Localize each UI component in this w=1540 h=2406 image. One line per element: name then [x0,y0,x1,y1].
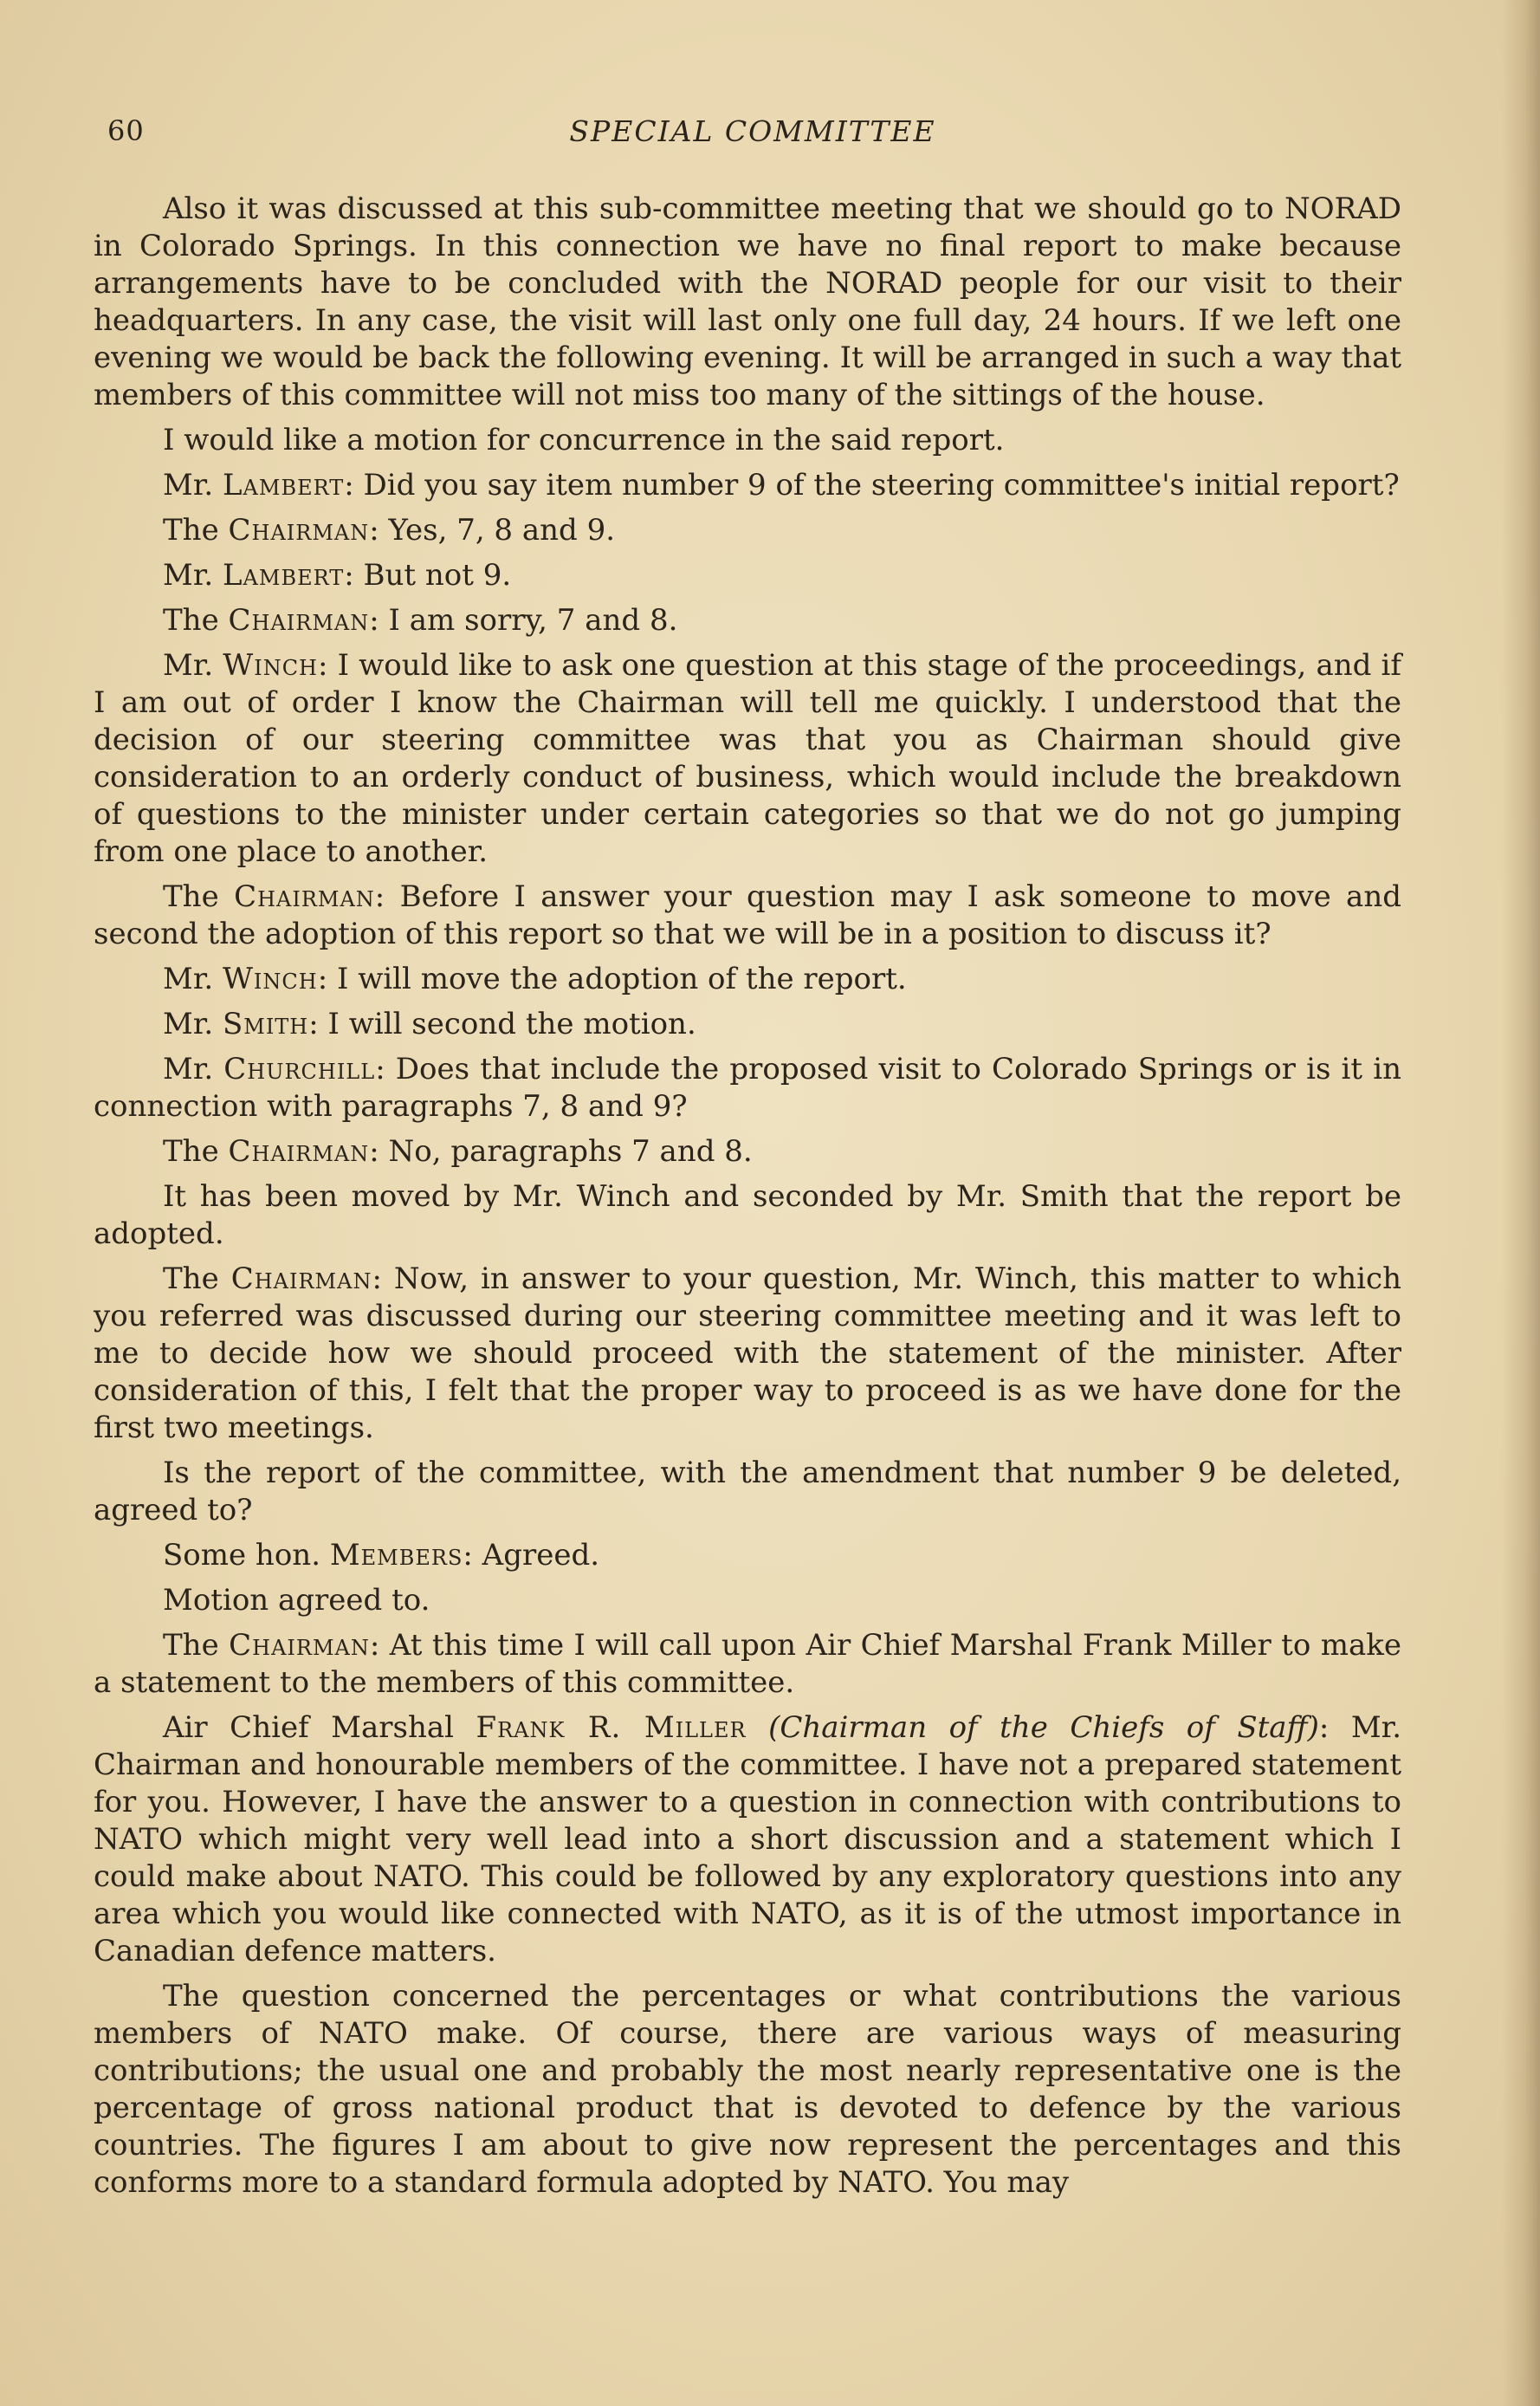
paragraph-text: : But not 9. [344,558,512,593]
paragraph-text: The question concerned the percentages or what contributions the various members of NATO make. Of course, there are various ways of measuring contributions; the usual one and probably the most nearly representative one is the percentage of gross national product that is devoted to defence by the various countries. The figures I am about to give now represent the percentages and this conforms more to a standard formula adopted by NATO. You may [94,1979,1401,2200]
paragraph-text: : Before I answer your question may I ask someone to move and second the adoption of this report so that we will be in a position to discuss it? [94,879,1401,951]
paragraph [94,1582,1401,1619]
speaker-paragraph [94,1709,1401,1970]
paragraph [94,422,1401,459]
speaker-paragraph [94,512,1401,549]
speaker-prefix: The [163,1628,230,1663]
paragraph-text: Motion agreed to. [163,1583,430,1618]
speaker-paragraph [94,602,1401,639]
speaker-paragraph [94,1133,1401,1171]
paragraph-text: Is the report of the committee, with the amendment that number 9 be deleted, agreed to? [94,1456,1401,1527]
paragraph-text: : I will second the motion. [308,1007,696,1041]
speaker-paragraph [94,1006,1401,1043]
speaker-prefix: Air Chief Marshal [163,1710,476,1745]
page-number: 60 [107,114,145,147]
paragraph-text: : I will move the adoption of the report. [317,962,907,996]
paragraph-text: : Does that include the proposed visit to Colorado Springs or is it in connection with paragraphs 7, 8 and 9? [94,1052,1402,1124]
speaker-name: Lambert [222,558,345,593]
page-edge-shadow [1502,0,1540,2406]
paragraph-text: : Now, in answer to your question, Mr. Winch, this matter to which you referred was discussed during our steering committee meeting and it was left to me to decide how we should proceed with the statement of the minister. After consideration of this, I felt that the proper way to proceed is as we have done for the first two meetings. [94,1261,1401,1445]
speaker-prefix: Mr. [163,1052,224,1086]
speaker-paragraph [94,1051,1401,1125]
speaker-name: Winch [222,962,318,996]
paragraph-text: : I would like to ask one question at this stage of the proceedings, and if I am out of order I know the Chairman will tell me quickly. I understood that the decision of our steering committee was that you as Chairman should give consideration to an orderly conduct of business, which would include the breakdown of questions to the minister under certain categories so that we do not go jumping from one place to another. [94,648,1401,869]
speaker-prefix: Mr. [163,468,223,503]
speaker-name: Lambert [222,468,345,503]
paragraph-text: : No, paragraphs 7 and 8. [369,1134,753,1169]
paragraph-text: : I am sorry, 7 and 8. [369,603,678,638]
speaker-name: Members [329,1538,463,1573]
speaker-paragraph [94,647,1401,871]
speaker-paragraph [94,961,1401,998]
speaker-paragraph [94,467,1401,504]
speaker-prefix: The [163,1261,231,1296]
speaker-paragraph [94,1537,1401,1574]
speaker-prefix: The [163,513,229,548]
speaker-name: Chairman [228,513,370,548]
speaker-prefix: Mr. [163,648,223,683]
speaker-name: Chairman [234,879,375,914]
paragraph-text: It has been moved by Mr. Winch and seconded by Mr. Smith that the report be adopted. [94,1179,1401,1251]
paragraph-text: I would like a motion for concurrence in the said report. [163,423,1005,457]
speaker-name: Churchill [223,1052,376,1086]
speaker-prefix: The [163,879,235,914]
speaker-name: Chairman [228,1134,370,1169]
speaker-name: Frank R. Miller [476,1710,747,1745]
paragraph-text: : Agreed. [463,1538,600,1573]
paragraph-text: : Mr. Chairman and honourable members of the committee. I have not a prepared statement for you. However, I have the answer to a question in connection with contributions to NATO which might very well lead into a short discussion and a statement which I could make about NATO. This could be followed by any exploratory questions into any area which you would like connected with NATO, as it is of the utmost importance in Canadian defence matters. [94,1710,1402,1968]
paragraph [94,1978,1401,2202]
speaker-prefix: The [163,603,229,638]
speaker-name: Winch [223,648,318,683]
speaker-paragraph [94,557,1401,594]
page-header [107,114,1398,158]
speaker-prefix: Mr. [163,558,223,593]
paragraph-text: : Did you say item number 9 of the steering committee's initial report? [344,468,1400,503]
speaker-name: Smith [222,1007,309,1041]
speaker-prefix: Some hon. [163,1538,330,1573]
paragraph-text: Also it was discussed at this sub-committee meeting that we should go to NORAD in Colorado Springs. In this connection we have no final report to make because arrangements have to be concluded with the NORAD people for our visit to their headquarters. In any case, the visit will last only one full day, 24 hours. If we left one evening we would be back the following evening. It will be arranged in such a way that members of this committee will not miss too many of the sittings of the house. [94,191,1401,412]
speaker-prefix: The [163,1134,229,1169]
body-text [94,191,1401,2209]
speaker-paragraph [94,879,1401,953]
paragraph-text: : Yes, 7, 8 and 9. [369,513,616,548]
paragraph [94,1178,1401,1253]
speaker-name: Chairman [228,603,370,638]
paragraph-text: : At this time I will call upon Air Chief Marshal Frank Miller to make a statement to the members of this committee. [94,1628,1401,1700]
speaker-paragraph [94,1261,1401,1447]
speaker-name: Chairman [229,1628,370,1663]
speaker-prefix: Mr. [163,1007,223,1041]
speaker-prefix: Mr. [163,962,223,996]
speaker-title: (Chairman of the Chiefs of Staff) [768,1710,1319,1745]
running-head: SPECIAL COMMITTEE [569,114,936,148]
speaker-paragraph [94,1627,1401,1702]
speaker-name: Chairman [230,1261,372,1296]
paragraph [94,1455,1401,1529]
paragraph [94,191,1401,414]
